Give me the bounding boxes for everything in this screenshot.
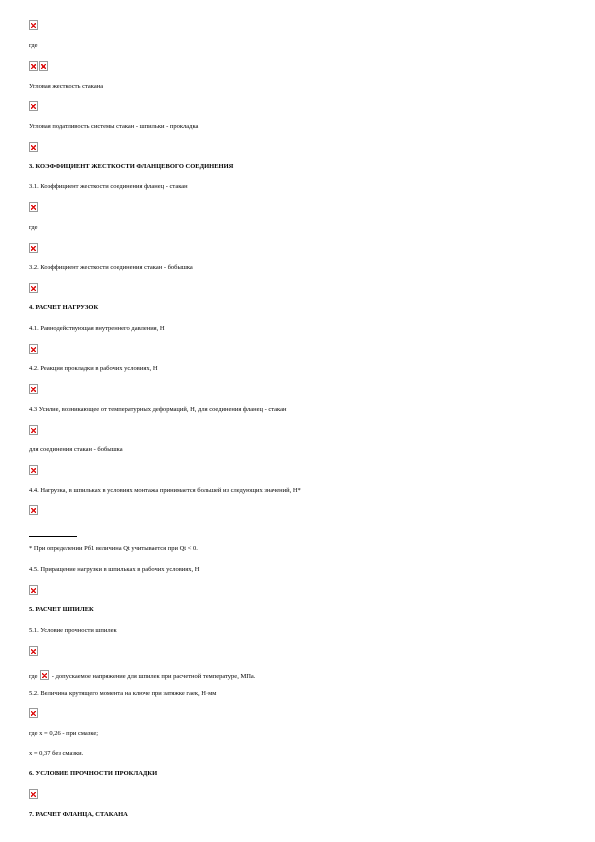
broken-image-icon	[39, 61, 48, 71]
broken-image-icon	[29, 708, 38, 718]
broken-image-icon	[29, 202, 38, 212]
section-heading: 3. КОЭФФИЦИЕНТ ЖЕСТКОСТИ ФЛАНЦЕВОГО СОЕДИНЕНИЯ	[29, 163, 234, 170]
section-heading: 6. УСЛОВИЕ ПРОЧНОСТИ ПРОКЛАДКИ	[29, 770, 158, 777]
broken-image-icon	[29, 585, 38, 595]
text-line: 4.2. Реакция прокладки в рабочих условиях, Н	[29, 365, 158, 372]
broken-image-icon	[29, 20, 38, 30]
text-line: 5.2. Величина крутящего момента на ключе при затяжке гаек, Н·мм	[29, 690, 217, 697]
text-line: 4.1. Равнодействующая внутреннего давления, Н	[29, 325, 165, 332]
text-line: Угловая жесткость стакана	[29, 83, 104, 90]
section-heading: 4. РАСЧЕТ НАГРУЗОК	[29, 304, 99, 311]
text-line: 4.4. Нагрузка, в шпильках в условиях монтажа принимается большей из следующих значений, Н*	[29, 487, 301, 494]
text-line: где x = 0,26 - при смазке;	[29, 730, 99, 737]
footnote: * При определении Рб1 величина Qt учитывается при Qt < 0.	[29, 545, 198, 552]
section-heading: 7. РАСЧЕТ ФЛАНЦА, СТАКАНА	[29, 811, 128, 818]
broken-image-icon	[29, 243, 38, 253]
text-line: где	[29, 42, 38, 49]
footnote-divider	[29, 536, 77, 537]
text-line: 3.2. Коэффициент жесткости соединения стакан - бобышка	[29, 264, 193, 271]
text-line: 3.1. Коэффициент жесткости соединения фланец - стакан	[29, 183, 188, 190]
broken-image-icon	[29, 505, 38, 515]
broken-image-icon	[29, 283, 38, 293]
text-line	[29, 670, 255, 681]
text-line: 4.3 Усилие, возникающее от температурных деформаций, Н, для соединения фланец - стакан	[29, 406, 287, 413]
text-fragment: - допускаемое напряжение для шпилек при расчетной температуре, МПа.	[51, 673, 256, 680]
text-line: 4.5. Приращение нагрузки в шпильках в рабочих условиях, Н	[29, 566, 200, 573]
broken-image-icon	[29, 142, 38, 152]
text-line: x = 0,37 без смазки.	[29, 750, 84, 757]
broken-image-icon	[29, 789, 38, 799]
section-heading: 5. РАСЧЕТ ШПИЛЕК	[29, 606, 94, 613]
broken-image-icon	[40, 670, 49, 680]
text-line: для соединения стакан - бобышка	[29, 446, 123, 453]
broken-image-icon	[29, 465, 38, 475]
text-line: Угловая податливость системы стакан - шпильки - прокладка	[29, 123, 199, 130]
text-fragment: где	[29, 673, 38, 680]
broken-image-icon	[29, 646, 38, 656]
broken-image-icon	[29, 384, 38, 394]
text-line: 5.1. Условие прочности шпилек	[29, 627, 117, 634]
broken-image-icon	[29, 425, 38, 435]
text-line: где	[29, 224, 38, 231]
broken-image-icon	[29, 61, 38, 71]
broken-image-icon	[29, 101, 38, 111]
broken-image-icon	[29, 344, 38, 354]
